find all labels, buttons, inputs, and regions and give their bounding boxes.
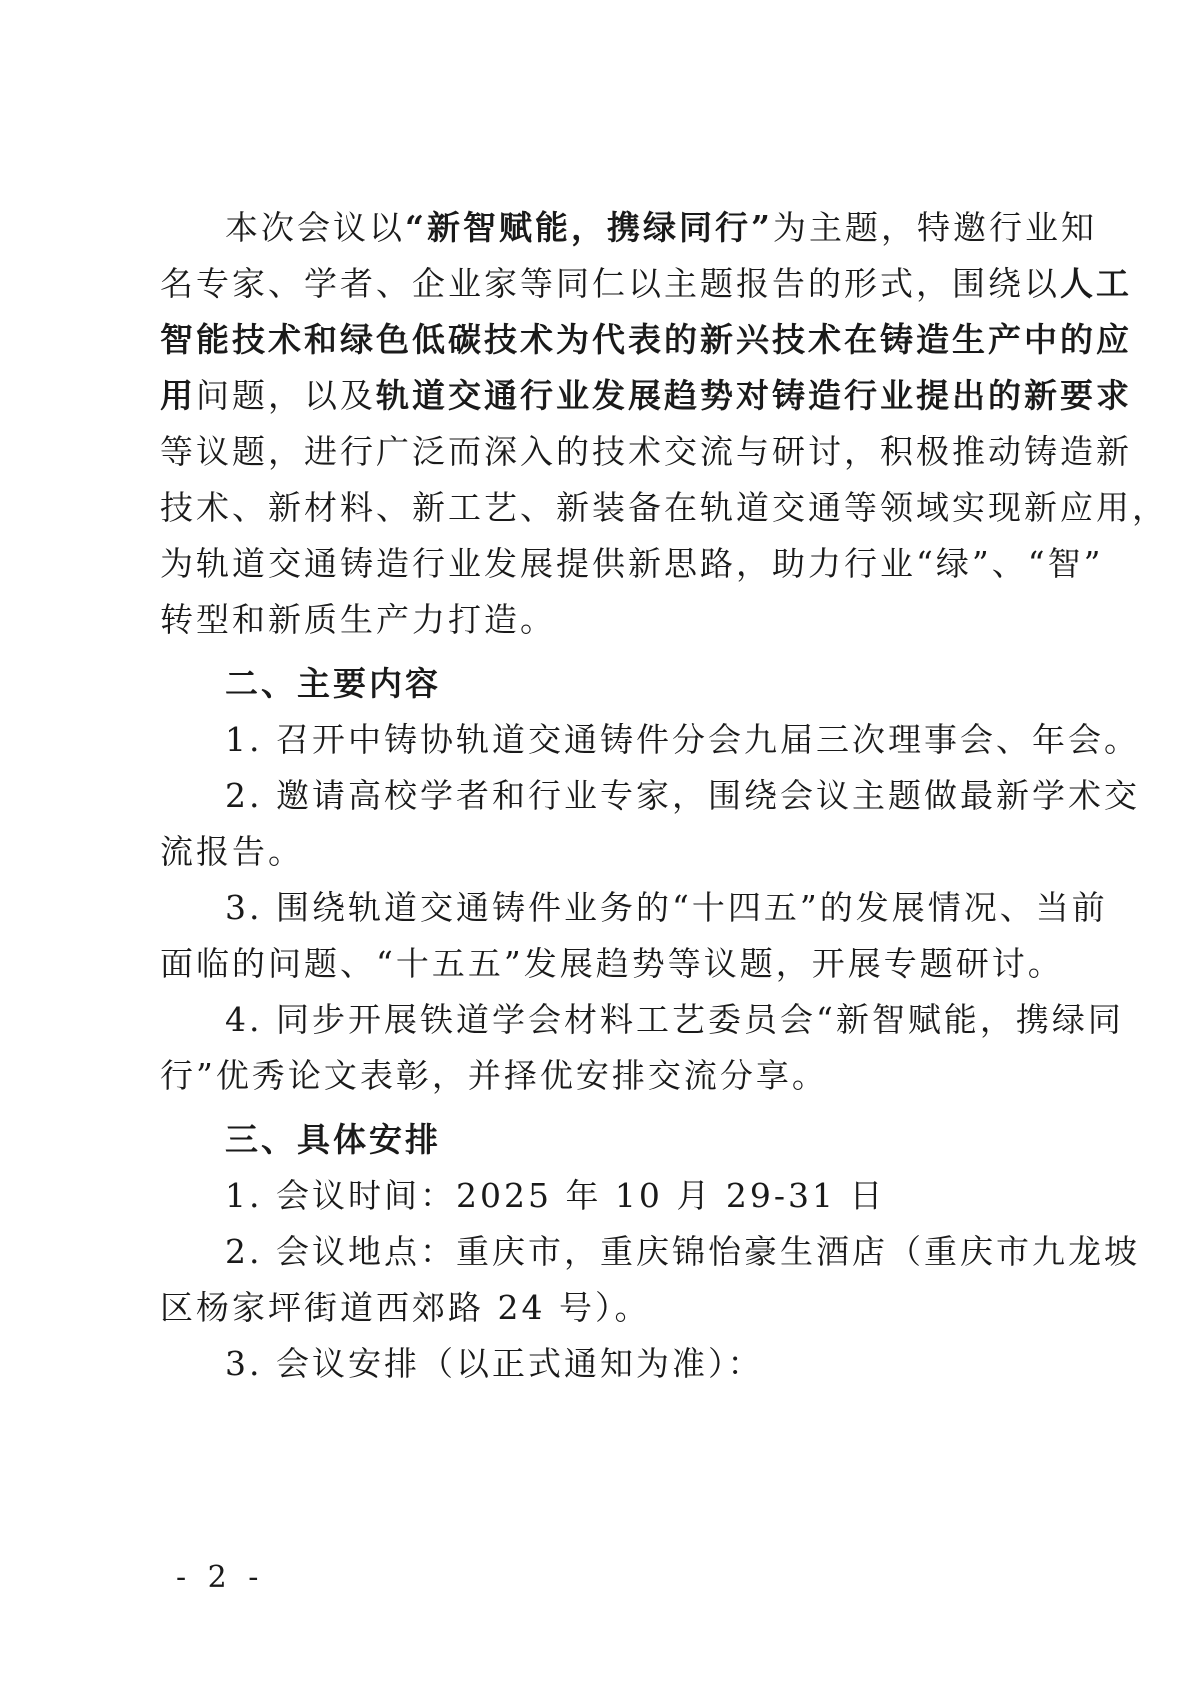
theme-bold-text: “新智赋能，携绿同行”: [405, 208, 773, 247]
paragraph-1-line-7: 为轨道交通铸造行业发展提供新思路，助力行业“绿”、“智”: [160, 544, 1104, 583]
paragraph-1-line-5: 等议题，进行广泛而深入的技术交流与研讨，积极推动铸造新: [160, 432, 1132, 471]
paragraph-1-line-4: [160, 376, 1132, 416]
paragraph-1-line-2: [160, 264, 1132, 304]
text-run: 为主题，特邀行业知: [772, 208, 1097, 247]
section-2-item-4-line-1: 4. 同步开展铁道学会材料工艺委员会“新智赋能，携绿同: [225, 1000, 1124, 1039]
text-run: 名专家、学者、企业家等同仁以主题报告的形式，围绕以: [160, 264, 1060, 303]
paragraph-1-line-3: [160, 320, 1132, 360]
paragraph-1-line-1: [225, 208, 1125, 248]
section-3-item-3: 3. 会议安排（以正式通知为准）：: [225, 1344, 764, 1383]
text-run: 问题，以及: [196, 376, 376, 415]
bold-text: 用: [160, 376, 196, 415]
bold-text: 轨道交通行业发展趋势对铸造行业提出的新要求: [376, 376, 1132, 415]
section-2-item-3-line-2: 面临的问题、“十五五”发展趋势等议题，开展专题研讨。: [160, 944, 1064, 983]
paragraph-1-line-6: 技术、新材料、新工艺、新装备在轨道交通等领域实现新应用，: [160, 488, 1168, 527]
page-number: - 2 -: [176, 1560, 265, 1595]
section-2-item-1: 1. 召开中铸协轨道交通铸件分会九届三次理事会、年会。: [225, 720, 1140, 759]
section-2-heading: 二、主要内容: [225, 664, 441, 703]
section-2-item-2-line-1: 2. 邀请高校学者和行业专家，围绕会议主题做最新学术交: [225, 776, 1140, 815]
text-run: 本次会议以: [225, 208, 405, 247]
section-3-heading: 三、具体安排: [225, 1120, 441, 1159]
section-2-item-3-line-1: 3. 围绕轨道交通铸件业务的“十四五”的发展情况、当前: [225, 888, 1108, 927]
section-3-item-2-line-1: 2. 会议地点：重庆市，重庆锦怡豪生酒店（重庆市九龙坡: [225, 1232, 1140, 1271]
paragraph-1-line-8: 转型和新质生产力打造。: [160, 600, 556, 639]
section-3-item-1: 1. 会议时间：2025 年 10 月 29-31 日: [225, 1176, 886, 1215]
bold-text: 智能技术和绿色低碳技术为代表的新兴技术在铸造生产中的应: [160, 320, 1132, 359]
section-2-item-2-line-2: 流报告。: [160, 832, 304, 871]
section-3-item-2-line-2: 区杨家坪街道西郊路 24 号）。: [160, 1288, 651, 1327]
section-2-item-4-line-2: 行”优秀论文表彰，并择优安排交流分享。: [160, 1056, 828, 1095]
bold-text: 人工: [1060, 264, 1132, 303]
